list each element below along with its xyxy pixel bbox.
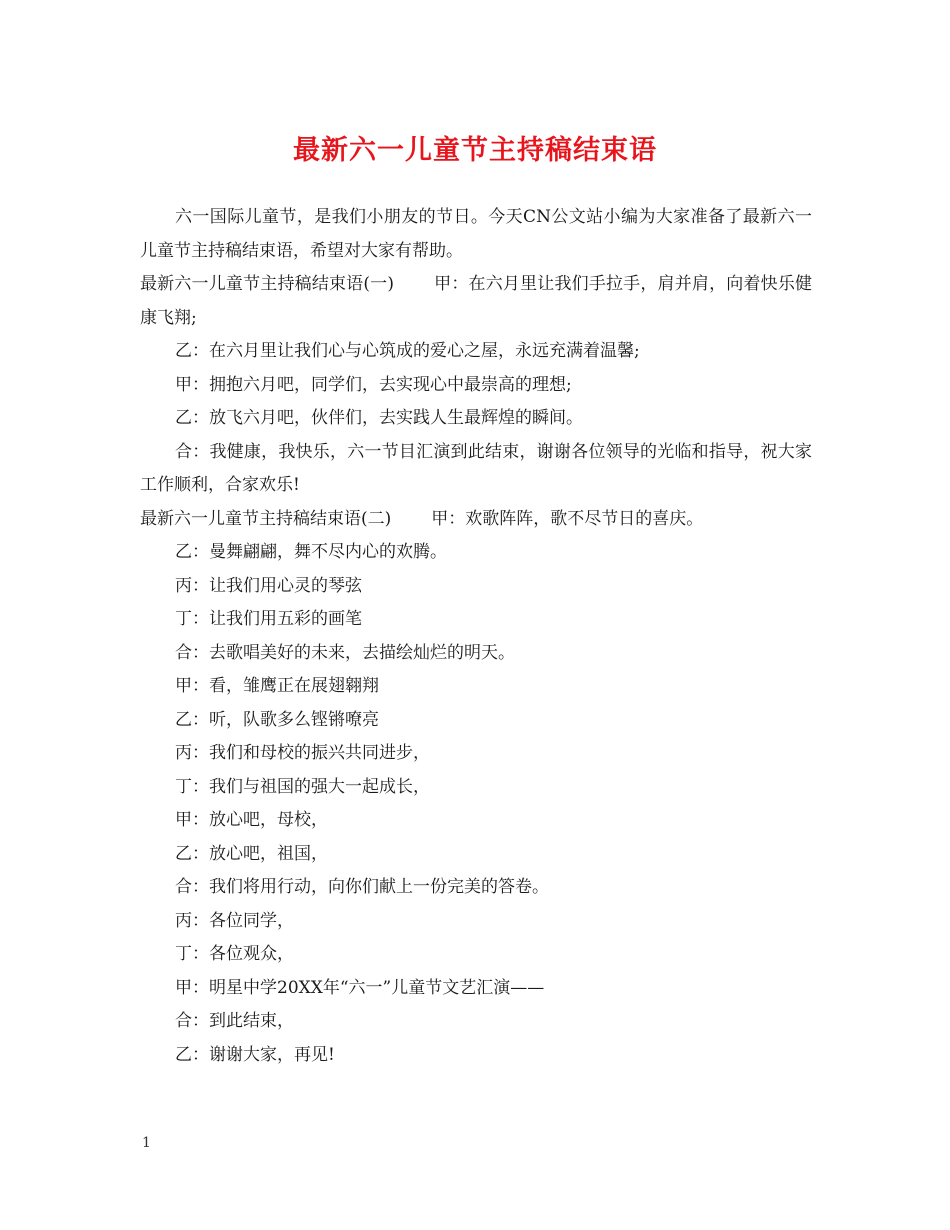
section2-heading: 最新六一儿童节主持稿结束语(二) [140,508,392,529]
section2-paragraph [140,503,812,537]
intro-paragraph: 六一国际儿童节，是我们小朋友的节日。今天CN公文站小编为大家准备了最新六一儿童节主持稿结束语，希望对大家有帮助。 [140,207,812,261]
section2-line: 丁：各位观众， [175,944,294,964]
document-body [140,201,812,1072]
section2-line: 乙：曼舞翩翩，舞不尽内心的欢腾。 [175,542,447,562]
section2-line: 丙：让我们用心灵的琴弦 [175,575,362,596]
section2-line: 甲：放心吧，母校， [175,810,328,830]
document-title: 最新六一儿童节主持稿结束语 [293,135,657,166]
section2-line: 乙：听，队歌多么铿锵嘹亮 [175,709,379,730]
section2-line: 丁：让我们用五彩的画笔 [175,609,362,629]
section2-first-line: 甲：欢歌阵阵，歌不尽节日的喜庆。 [431,508,704,529]
section2-line: 合：我们将用行动，向你们献上一份完美的答卷。 [175,877,549,897]
page-number: 1 [142,1135,151,1151]
section2-line: 合：去歌唱美好的未来，去描绘灿烂的明天。 [175,642,515,663]
section2-line: 乙：放心吧，祖国， [175,843,328,864]
section2-line: 丁：我们与祖国的强大一起成长， [175,776,430,797]
section1-heading: 最新六一儿童节主持稿结束语(一) [140,274,394,294]
section1-line: 合：我健康，我快乐，六一节目汇演到此结束，谢谢各位领导的光临和指导，祝大家工作顺利，合家欢乐! [140,441,812,495]
section1-paragraph [140,268,812,335]
section2-line: 甲：明星中学20XX年“六一”儿童节文艺汇演—— [175,977,545,998]
section2-line: 乙：谢谢大家，再见! [175,1044,335,1065]
section2-line: 丙：各位同学， [175,910,294,931]
section2-line: 丙：我们和母校的振兴共同进步， [175,743,430,763]
section1-line: 乙：放飞六月吧，伙伴们，去实践人生最辉煌的瞬间。 [175,408,583,428]
section2-line: 甲：看，雏鹰正在展翅翱翔 [175,676,379,696]
section1-first-line: 甲：在六月里让我们手拉手，肩并肩，向着快乐健康飞翔; [140,274,813,328]
section1-line: 乙：在六月里让我们心与心筑成的爱心之屋，永远充满着温馨; [175,341,640,361]
section1-line: 甲：拥抱六月吧，同学们，去实现心中最崇高的理想; [175,374,572,395]
section2-line: 合：到此结束， [175,1011,294,1031]
